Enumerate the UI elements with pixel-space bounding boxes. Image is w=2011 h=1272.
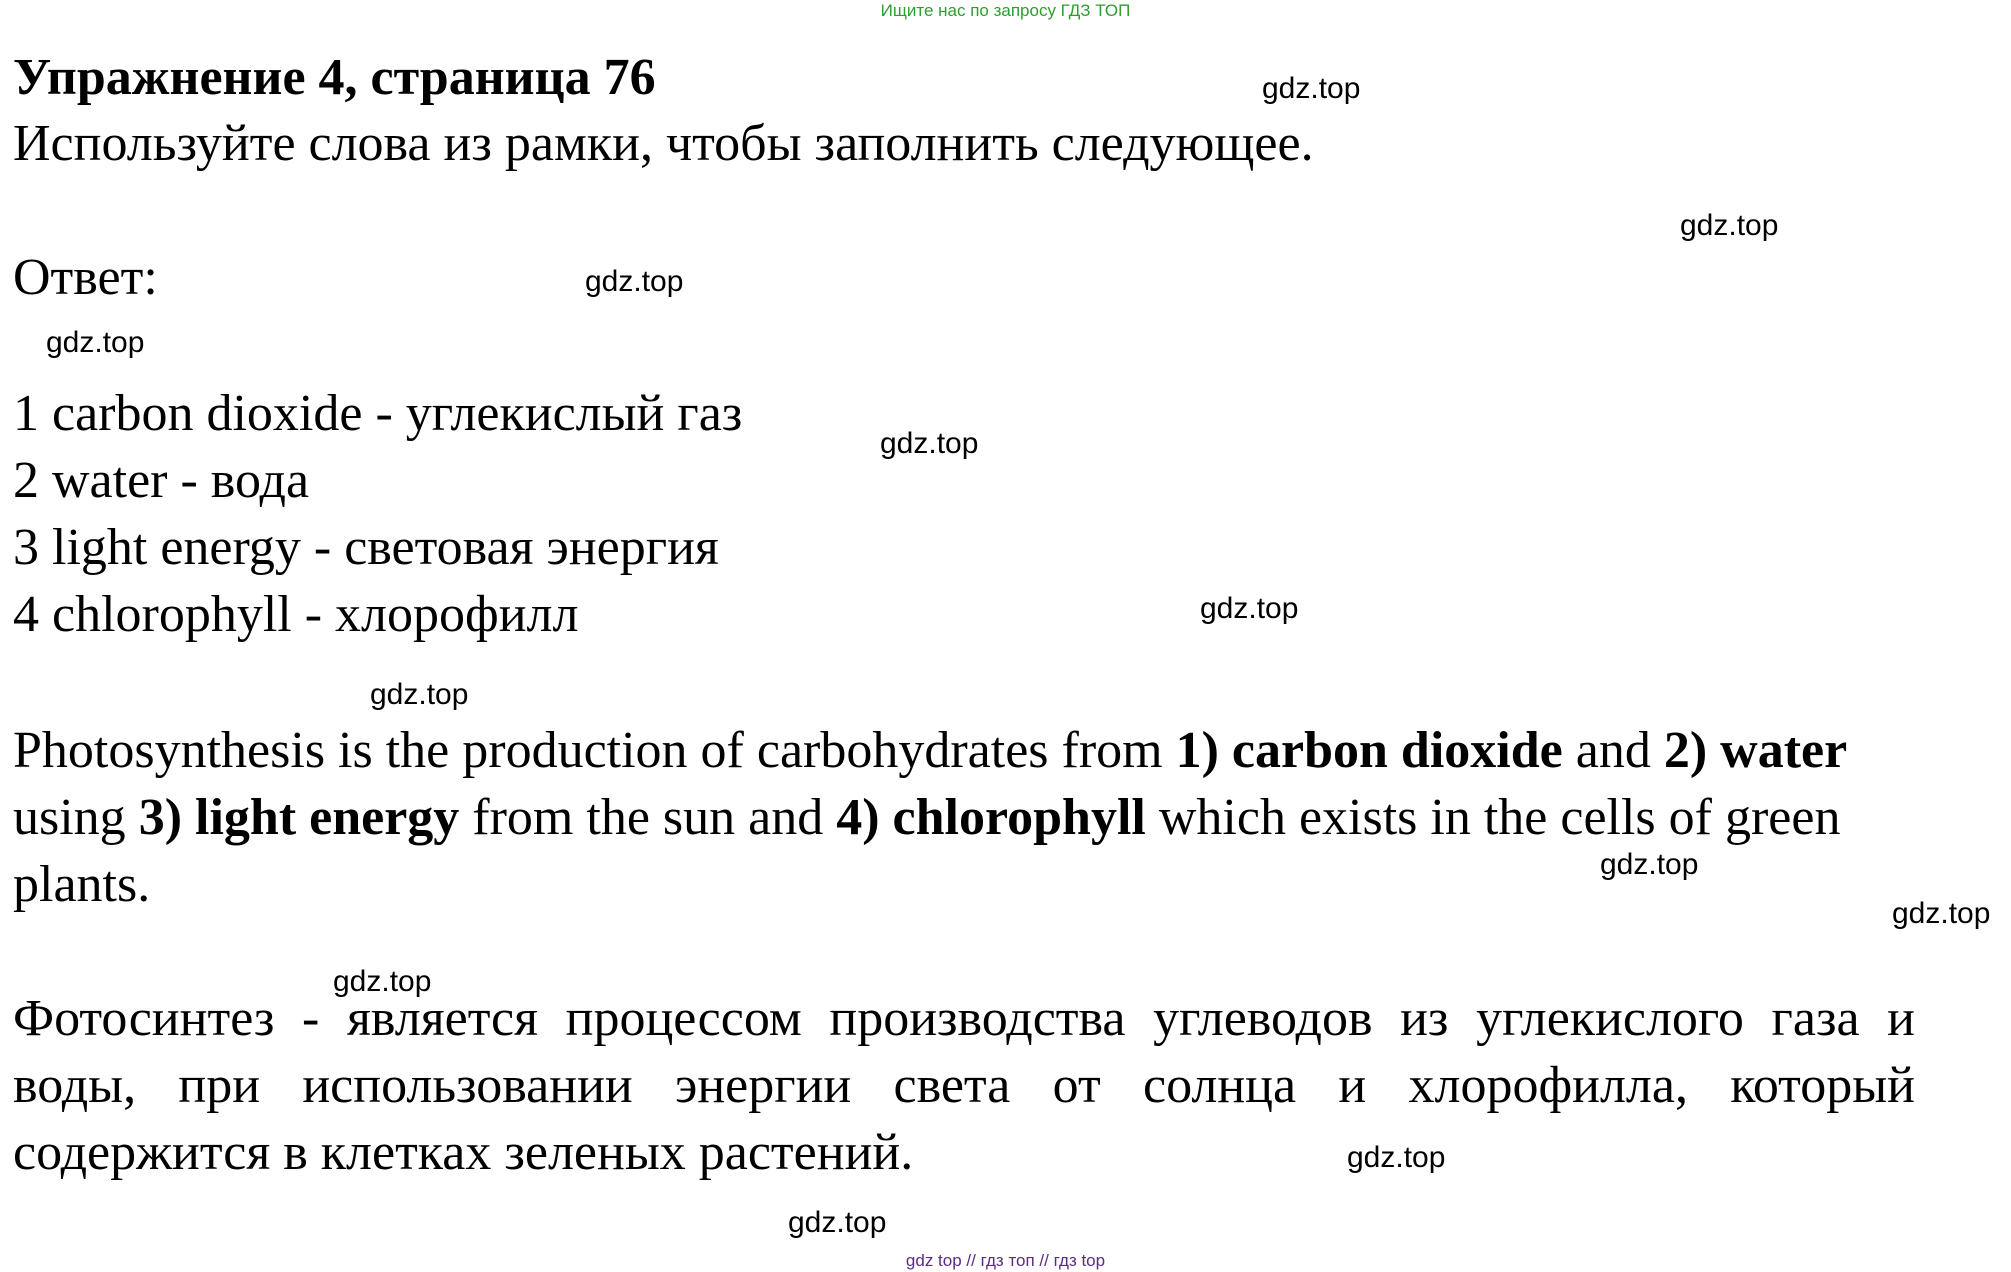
answer-item-4: 4 chlorophyll - хлорофилл	[13, 586, 579, 643]
watermark: gdz.top	[1600, 848, 1699, 881]
answer-item-1: 1 carbon dioxide - углекислый газ	[13, 385, 743, 442]
answer-label: Ответ:	[13, 249, 158, 306]
watermark: gdz.top	[1262, 72, 1361, 105]
watermark: gdz.top	[788, 1206, 887, 1239]
english-text-part: from the sun and	[459, 789, 837, 846]
answer-item-2: 2 water - вода	[13, 452, 310, 509]
watermark: gdz.top	[880, 427, 979, 460]
english-text-part: Photosynthesis is the production of carbohydrates from	[13, 722, 1176, 779]
top-banner: Ищите нас по запросу ГДЗ ТОП	[880, 1, 1131, 20]
russian-paragraph: Фотосинтез - является процессом производства углеводов из углекислого газа и воды, при использовании энергии света от солнца и хлорофилла, который содержится в клетках зеленых растений.	[13, 990, 1915, 1181]
watermark: gdz.top	[1892, 897, 1991, 930]
term-carbon-dioxide: 1) carbon dioxide	[1175, 722, 1563, 779]
english-text-part: and	[1562, 722, 1664, 779]
exercise-heading: Упражнение 4, страница 76	[13, 49, 656, 106]
english-text-part: using	[13, 789, 139, 846]
watermark: gdz.top	[1680, 209, 1779, 242]
answer-item-3: 3 light energy - световая энергия	[13, 519, 719, 576]
watermark: gdz.top	[585, 265, 684, 298]
footer-links: gdz top // гдз топ // гдз top	[905, 1251, 1106, 1270]
watermark: gdz.top	[370, 678, 469, 711]
watermark: gdz.top	[333, 965, 432, 998]
watermark: gdz.top	[46, 326, 145, 359]
english-paragraph	[13, 717, 1915, 918]
term-water: 2) water	[1663, 722, 1848, 779]
term-chlorophyll: 4) chlorophyll	[836, 789, 1146, 846]
english-text-part: which exists in the cells of green plants.	[13, 789, 1841, 913]
instruction-text: Используйте слова из рамки, чтобы заполнить следующее.	[13, 115, 1314, 172]
term-light-energy: 3) light energy	[138, 789, 460, 846]
watermark: gdz.top	[1200, 592, 1299, 625]
watermark: gdz.top	[1347, 1141, 1446, 1174]
